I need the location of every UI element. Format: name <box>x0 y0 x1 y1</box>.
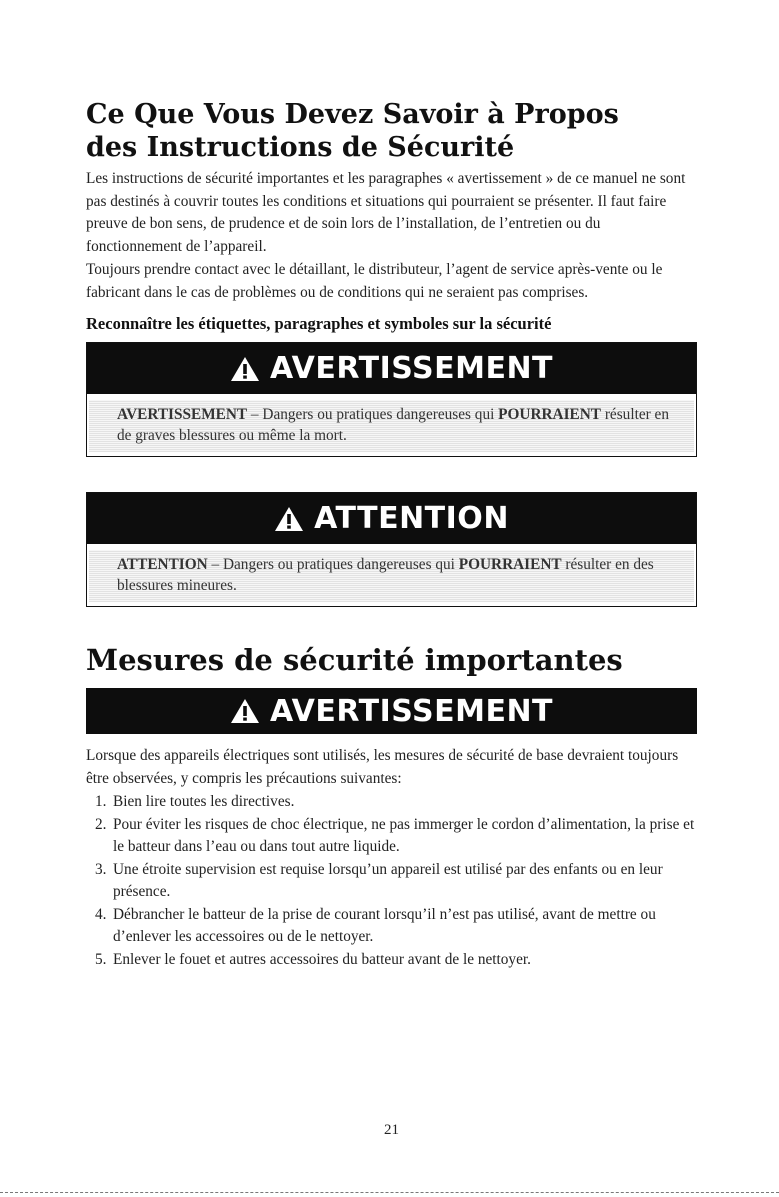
warning-triangle-icon <box>230 697 260 725</box>
warning-sign-body <box>89 400 694 452</box>
warning-sign-title: AVERTISSEMENT <box>269 351 554 386</box>
list-item-text: Bien lire toutes les directives. <box>113 793 295 810</box>
warning-tail: résulter en de graves blessures ou même la mort. <box>117 406 669 444</box>
warning-sign-header <box>87 343 696 394</box>
caution-sign-header <box>87 493 696 544</box>
intro-paragraph: Les instructions de sécurité importantes et les paragraphes « avertissement » de ce manuel ne sont pas destinés à couvrir toutes les conditions et situations qui pourraient se présenter. Il faut faire preuve de bon sens, de prudence et de soin lors de l’installation, de l’entretien ou du fonctionnement de l’appareil. <box>86 170 686 255</box>
title-line-2: des Instructions de Sécurité <box>86 132 515 163</box>
list-item <box>86 814 697 859</box>
labels-heading: Reconnaître les étiquettes, paragraphes et symboles sur la sécurité <box>86 314 552 333</box>
warning-triangle-icon <box>230 355 260 383</box>
list-item-text: Pour éviter les risques de choc électrique, ne pas immerger le cordon d’alimentation, la prise et le batteur dans l’eau ou dans tout autre liquide. <box>113 815 695 855</box>
safety-intro: Lorsque des appareils électriques sont utilisés, les mesures de sécurité de base devraient toujours être observées, y compris les précautions suivantes: <box>86 747 679 787</box>
warning-sign <box>86 342 697 457</box>
caution-lead: ATTENTION <box>117 556 208 573</box>
list-item <box>86 904 697 949</box>
caution-sign-title: ATTENTION <box>314 501 509 536</box>
caution-sign-body <box>89 550 694 602</box>
page-edge-rule <box>0 1192 779 1193</box>
caution-text: – Dangers ou pratiques dangereuses qui <box>207 556 459 573</box>
contact-paragraph: Toujours prendre contact avec le détaillant, le distributeur, l’agent de service après-vente ou le fabricant dans le cas de problèmes ou de conditions qui ne seraient pas comprises. <box>86 261 663 301</box>
list-item <box>86 859 697 904</box>
warning-text: – Dangers ou pratiques dangereuses qui <box>247 406 499 423</box>
list-item-number: 1. <box>95 793 107 810</box>
page-title <box>86 98 697 164</box>
list-item-number: 2. <box>95 815 107 833</box>
list-item-number: 4. <box>95 905 107 923</box>
page-number: 21 <box>384 1122 399 1138</box>
warning-banner-label: AVERTISSEMENT <box>269 693 554 729</box>
list-item <box>86 791 697 814</box>
caution-emphasis: POURRAIENT <box>458 556 562 573</box>
list-item-text: Débrancher le batteur de la prise de courant lorsqu’il n’est pas utilisé, avant de mettre ou d’enlever les accessoires ou de le nettoyer. <box>113 905 656 945</box>
caution-tail: résulter en des blessures mineures. <box>117 556 654 594</box>
section-heading: Mesures de sécurité importantes <box>86 643 623 677</box>
warning-lead: AVERTISSEMENT <box>117 406 248 423</box>
warning-banner <box>86 688 697 734</box>
list-item-number: 5. <box>95 950 107 968</box>
list-item-text: Enlever le fouet et autres accessoires du batteur avant de le nettoyer. <box>113 950 531 968</box>
warning-triangle-icon <box>274 505 304 533</box>
warning-emphasis: POURRAIENT <box>498 406 602 423</box>
safety-instructions-list <box>86 791 697 971</box>
caution-sign <box>86 492 697 607</box>
list-item <box>86 949 697 972</box>
title-line-1: Ce Que Vous Devez Savoir à Propos <box>86 99 619 130</box>
list-item-number: 3. <box>95 860 107 878</box>
list-item-text: Une étroite supervision est requise lorsqu’un appareil est utilisé par des enfants ou en leur présence. <box>113 860 663 900</box>
